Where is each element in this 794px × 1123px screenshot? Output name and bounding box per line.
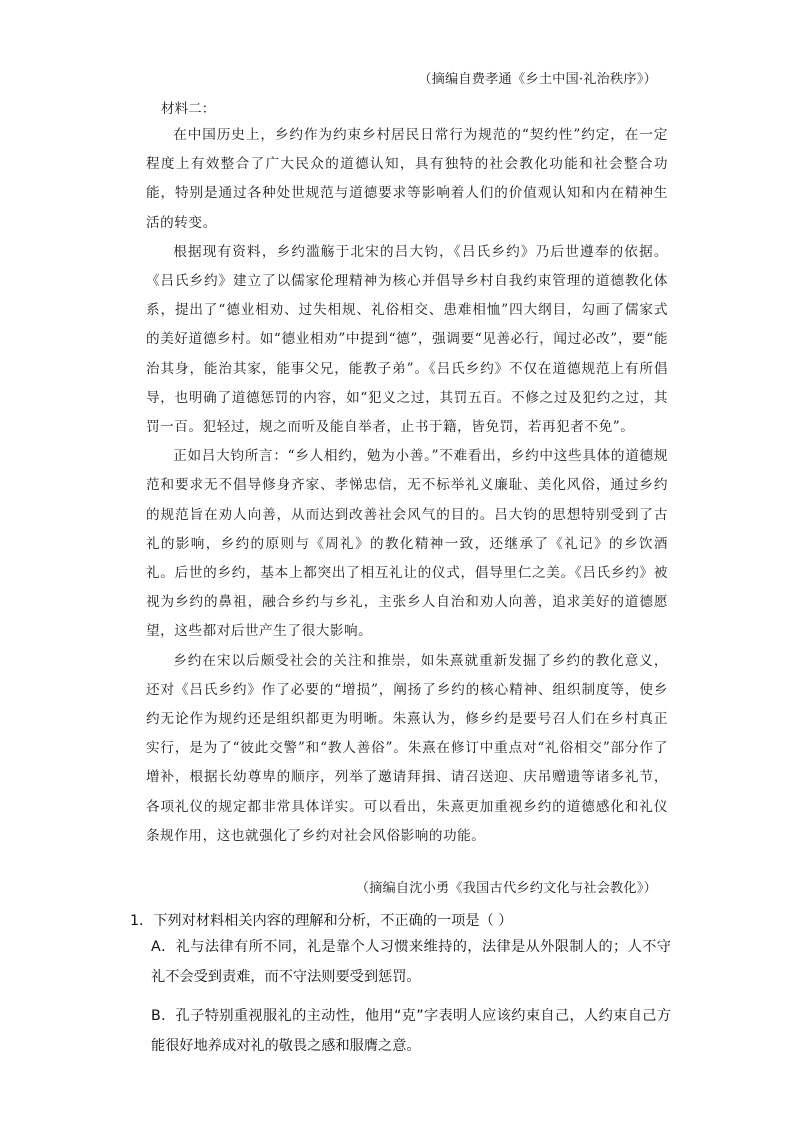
source-citation-bottom: （摘编自沈小勇《我国古代乡约文化与社会教化》）	[355, 881, 657, 896]
material-heading: 材料二：	[161, 101, 216, 117]
option-letter: A．	[151, 939, 176, 955]
option-text: 礼与法律有所不同，礼是靠个人习惯来维持的，法律是从外限制人的；人不守礼不会受到责难，而不守法则要受到惩罚。	[151, 939, 671, 985]
option-letter: B．	[151, 1008, 176, 1024]
option-a[interactable]	[151, 932, 671, 992]
paragraph: 在中国历史上，乡约作为约束乡村居民日常行为规范的“契约性”约定，在一定程度上有效整合了广大民众的道德认知，具有独特的社会教化功能和社会整合功能，特别是通过各种处世规范与道德要求等影响着人们的价值观认知和内在精神生活的转变。	[146, 127, 668, 231]
paragraph: 根据现有资料，乡约滥觞于北宋的吕大钧，《吕氏乡约》乃后世遵奉的依据。《吕氏乡约》建立了以儒家伦理精神为核心并倡导乡村自我约束管理的道德教化体系，提出了“德业相劝、过失相规、礼俗相交、患难相恤”四大纲目，勾画了儒家式的美好道德乡村。如“德业相劝”中提到“德”，强调要“见善必行，闻过必改”，要“能治其身，能治其家，能事父兄，能教子弟”。《吕氏乡约》不仅在道德规范上有所倡导，也明确了道德惩罚的内容，如“犯义之过，其罚五百。不修之过及犯约之过，其罚一百。犯轻过，规之而听及能自举者，止书于籍，皆免罚，若再犯者不免”。	[146, 243, 668, 436]
source-citation-top: （摘编自费孝通《乡土中国·礼治秩序》）	[418, 72, 657, 87]
material-body	[146, 121, 668, 851]
question-stem: 1．下列对材料相关内容的理解和分析，不正确的一项是（ ）	[130, 913, 513, 929]
option-b[interactable]	[151, 1001, 671, 1061]
paragraph: 正如吕大钧所言：“乡人相约，勉为小善。”不难看出，乡约中这些具体的道德规范和要求无不倡导修身齐家、孝悌忠信，无不标举礼义廉耻、美化风俗，通过乡约的规范旨在劝人向善，从而达到改善社会风气的目的。吕大钧的思想特别受到了古礼的影响，乡约的原则与《周礼》的教化精神一致，还继承了《礼记》的乡饮酒礼。后世的乡约，基本上都突出了相互礼让的仪式，倡导里仁之美。《吕氏乡约》被视为乡约的鼻祖，融合乡约与乡礼，主张乡人自治和劝人向善，追求美好的道德愿望，这些都对后世产生了很大影响。	[146, 448, 668, 640]
paragraph: 乡约在宋以后颇受社会的关注和推崇，如朱熹就重新发掘了乡约的教化意义，还对《吕氏乡约》作了必要的“增损”，阐扬了乡约的核心精神、组织制度等，使乡约无论作为规约还是组织都更为明晰。朱熹认为，修乡约是要号召人们在乡村真正实行，是为了“彼此交警”和“教人善俗”。朱熹在修订中重点对“礼俗相交”部分作了增补，根据长幼尊卑的顺序，列举了邀请拜揖、请召送迎、庆吊赠遗等诸多礼节，各项礼仪的规定都非常具体详实。可以看出，朱熹更加重视乡约的道德感化和礼仪条规作用，这也就强化了乡约对社会风俗影响的功能。	[146, 652, 668, 844]
option-text: 孔子特别重视服礼的主动性，他用“克”字表明人应该约束自己，人约束自己方能很好地养成对礼的敬畏之感和服膺之意。	[151, 1008, 672, 1054]
